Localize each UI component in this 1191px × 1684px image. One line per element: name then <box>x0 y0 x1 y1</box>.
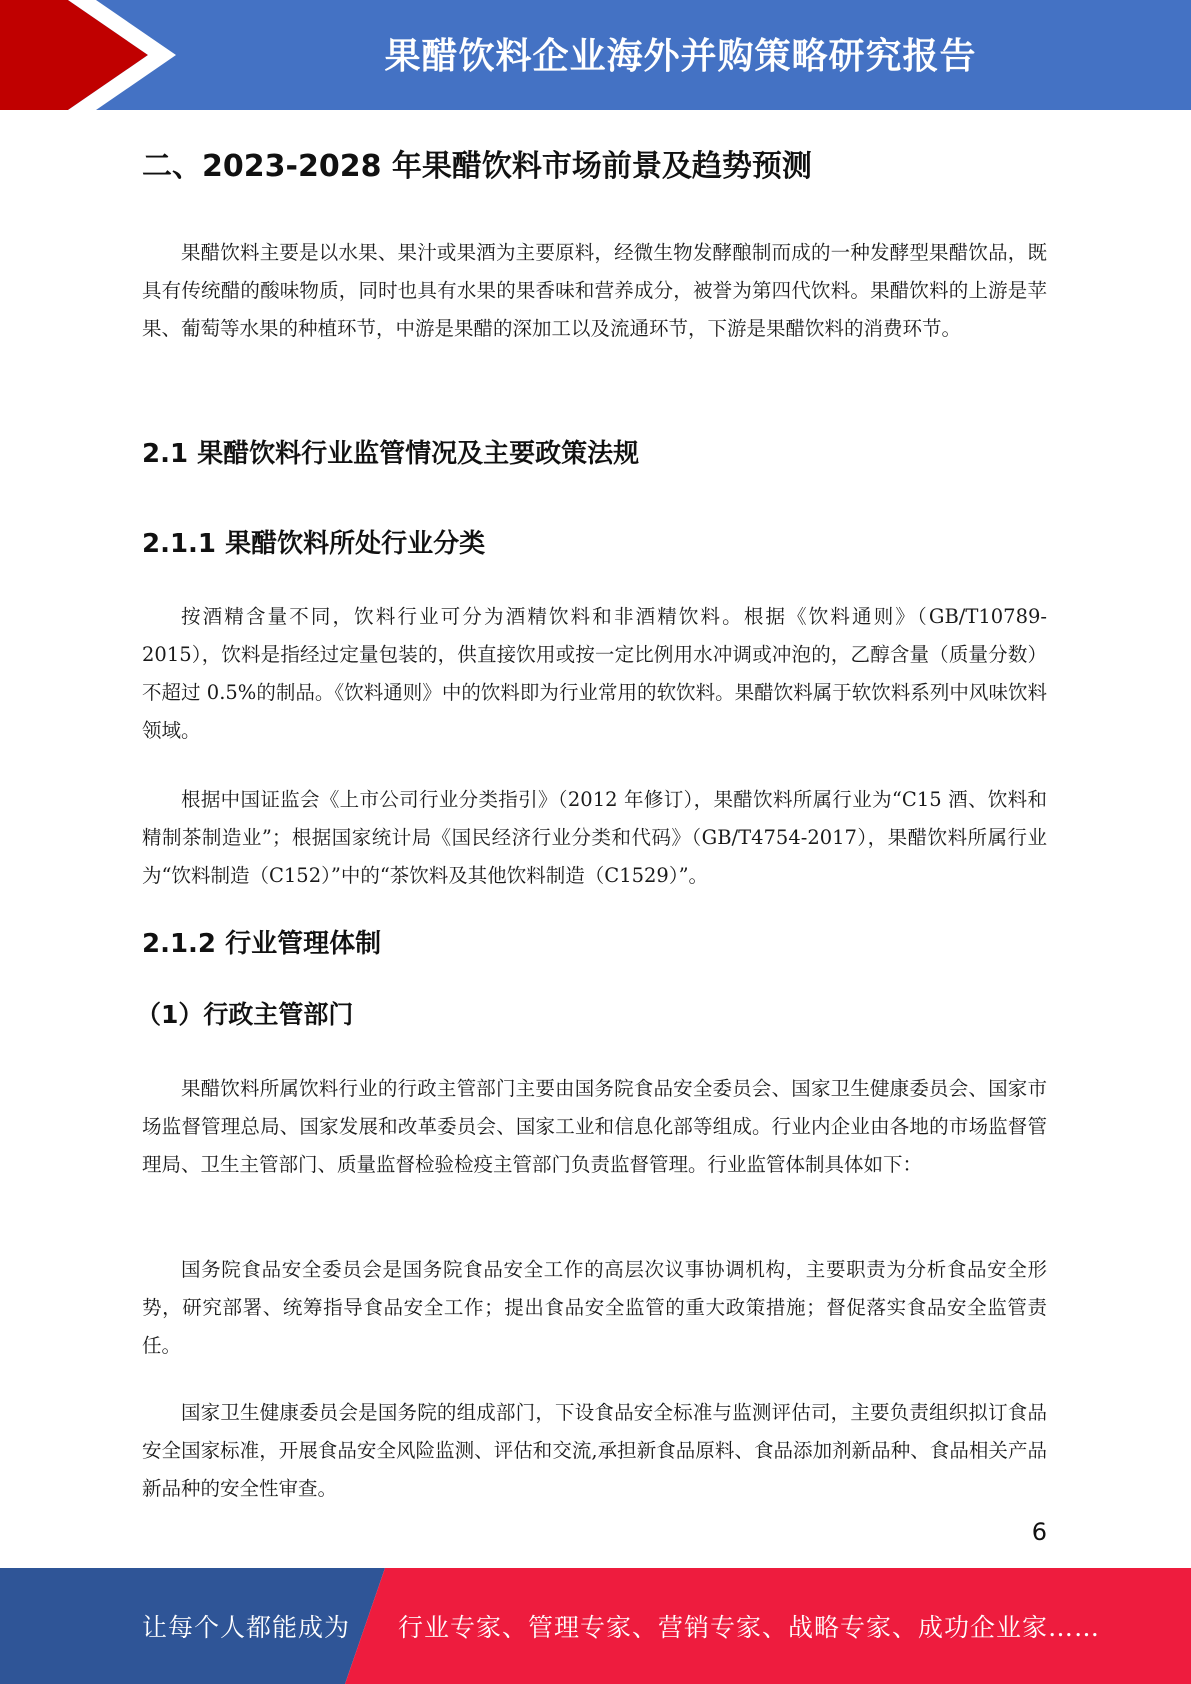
paragraph-health-commission: 国家卫生健康委员会是国务院的组成部门，下设食品安全标准与监测评估司，主要负责组织拟订食品安全国家标准，开展食品安全风险监测、评估和交流,承担新食品原料、食品添加剂新品种、食品相关产品新品种的安全性审查。 <box>142 1401 1047 1500</box>
page-footer <box>0 1568 1191 1684</box>
subsection-2-1-title: 2.1 果醋饮料行业监管情况及主要政策法规 <box>142 439 640 469</box>
page-header <box>0 0 1191 110</box>
report-title: 果醋饮料企业海外并购策略研究报告 <box>384 36 977 77</box>
footer-slogan-left: 让每个人都能成为 <box>142 1613 351 1642</box>
paragraph-food-safety-committee: 国务院食品安全委员会是国务院食品安全工作的高层次议事协调机构，主要职责为分析食品安全形势，研究部署、统筹指导食品安全工作；提出食品安全监管的重大政策措施；督促落实食品安全监管责任。 <box>142 1258 1047 1357</box>
page-number: 6 <box>1031 1518 1047 1546</box>
subsection-2-1-2-title: 2.1.2 行业管理体制 <box>142 929 382 959</box>
admin-department-heading: （1）行政主管部门 <box>136 1000 354 1029</box>
paragraph-admin-overview: 果醋饮料所属饮料行业的行政主管部门主要由国务院食品安全委员会、国家卫生健康委员会、国家市场监督管理总局、国家发展和改革委员会、国家工业和信息化部等组成。行业内企业由各地的市场监督管理局、卫生主管部门、质量监督检验检疫主管部门负责监督管理。行业监管体制具体如下： <box>142 1077 1047 1176</box>
paragraph-industry-classification: 根据中国证监会《上市公司行业分类指引》（2012 年修订），果醋饮料所属行业为“C15 酒、饮料和精制茶制造业”；根据国家统计局《国民经济行业分类和代码》（GB/T4754-2017），果醋饮料所属行业为“饮料制造（C152）”中的“茶饮料及其他饮料制造（C1529）”。 <box>142 788 1047 887</box>
footer-slogan-right: 行业专家、管理专家、营销专家、战略专家、成功企业家…… <box>398 1613 1101 1642</box>
paragraph-beverage-classification: 按酒精含量不同，饮料行业可分为酒精饮料和非酒精饮料。根据《饮料通则》（GB/T10789-2015），饮料是指经过定量包装的，供直接饮用或按一定比例用水冲调或冲泡的，乙醇含量（质量分数）不超过 0.5%的制品。《饮料通则》中的饮料即为行业常用的软饮料。果醋饮料属于软饮料系列中风味饮料领域。 <box>142 605 1047 742</box>
subsection-2-1-1-title: 2.1.1 果醋饮料所处行业分类 <box>142 529 486 559</box>
intro-paragraph: 果醋饮料主要是以水果、果汁或果酒为主要原料，经微生物发酵酿制而成的一种发酵型果醋饮品，既具有传统醋的酸味物质，同时也具有水果的果香味和营养成分，被誉为第四代饮料。果醋饮料的上游是苹果、葡萄等水果的种植环节，中游是果醋的深加工以及流通环节，下游是果醋饮料的消费环节。 <box>142 241 1047 340</box>
section-title: 二、2023-2028 年果醋饮料市场前景及趋势预测 <box>142 149 812 184</box>
